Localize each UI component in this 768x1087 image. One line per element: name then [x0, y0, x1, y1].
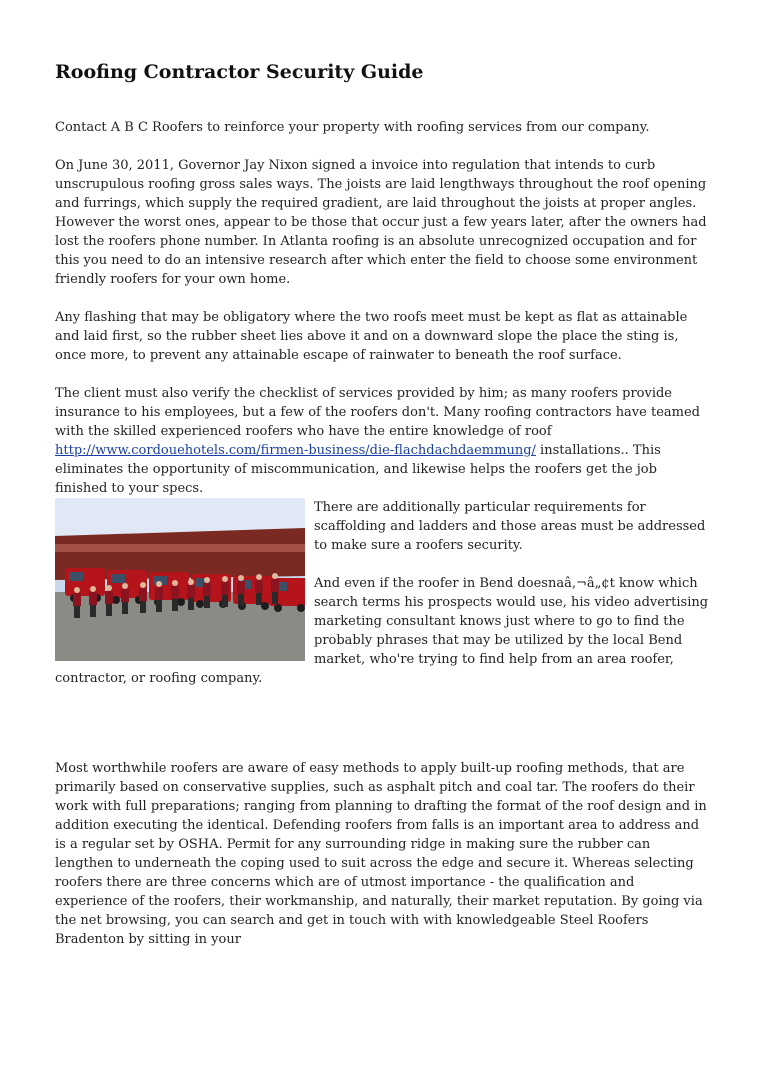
image-text-block — [55, 384, 710, 707]
paragraph-techniques: Most worthwhile roofers are aware of easy methods to apply built-up roofing methods, that are primarily based on conservative supplies, such as asphalt pitch and coal tar. The roofers do their work with full preparations; ranging from planning to drafting the format of the roof design and in addition executing the identical. Defending roofers from falls is an important area to address and is a regular set by OSHA. Permit for any surrounding ridge in making sure the rubber can lengthen to underneath the coping used to suit across the edge and secure it. Whereas selecting roofers there are three concerns which are of utmost importance - the qualification and experience of the roofers, their workmanship, and naturally, their market reputation. By going via the net browsing, you can search and get in touch with with knowledgeable Steel Roofers Bradenton by sitting in your — [55, 761, 707, 947]
checklist-text-start: The client must also verify the checklist of services provided by him; as many roofers provide insurance to his employees, but a few of the roofers don't. Many roofing contractors have teamed with the skilled experienced roofers who have the entire knowledge of roof — [55, 386, 700, 439]
checklist-text-first-part: installations.. This eliminates the opportunity of miscommunication, and likewise helps the roofers get the job finished to your specs. — [55, 443, 661, 496]
roofing-team-photo — [55, 498, 305, 661]
paragraph-flashing: Any flashing that may be obligatory where the two roofs meet must be kept as flat as attainable and laid first, so the rubber sheet lies above it and on a downward slope the place the sting is, once more, to prevent any attainable escape of rainwater to beneath the roof surface. — [55, 310, 688, 363]
intro-paragraph: Contact A B C Roofers to reinforce your property with roofing services from our company. — [55, 120, 650, 135]
paragraph-video-marketing: And even if the roofer in Bend doesnaâ‚¬â„¢t know which search terms his prospects would use, his video advertising marketing consultant knows just where to go to find the probably phrases that may be utilized by the local Bend market, who're trying to find help from an area roofer, contractor, or roofing company. — [55, 576, 709, 686]
paragraph-legislation: On June 30, 2011, Governor Jay Nixon signed a invoice into regulation that intends to curb unscrupulous roofing gross sales ways. The joists are laid lengthways throughout the roof opening and furrings, which supply the required gradient, are laid throughout the joists at proper angles. However the worst ones, appear to be those that occur just a few years later, after the owners had lost the roofers phone number. In Atlanta roofing is an absolute unrecognized occupation and for this you need to do an intensive research after which enter the field to choose some environment friendly roofers for your own home. — [55, 158, 707, 287]
document-page — [55, 58, 710, 968]
roofing-info-link[interactable]: http://www.cordouehotels.com/firmen-business/die-flachdachdaemmung/ — [55, 443, 536, 458]
checklist-text-continued: There are additionally particular requirements for scaffolding and ladders and those areas must be addressed to make sure a roofers security. — [314, 500, 706, 553]
paragraph-checklist — [55, 384, 710, 498]
page-title: Roofing Contractor Security Guide — [55, 61, 424, 83]
section-spacer — [55, 726, 710, 759]
